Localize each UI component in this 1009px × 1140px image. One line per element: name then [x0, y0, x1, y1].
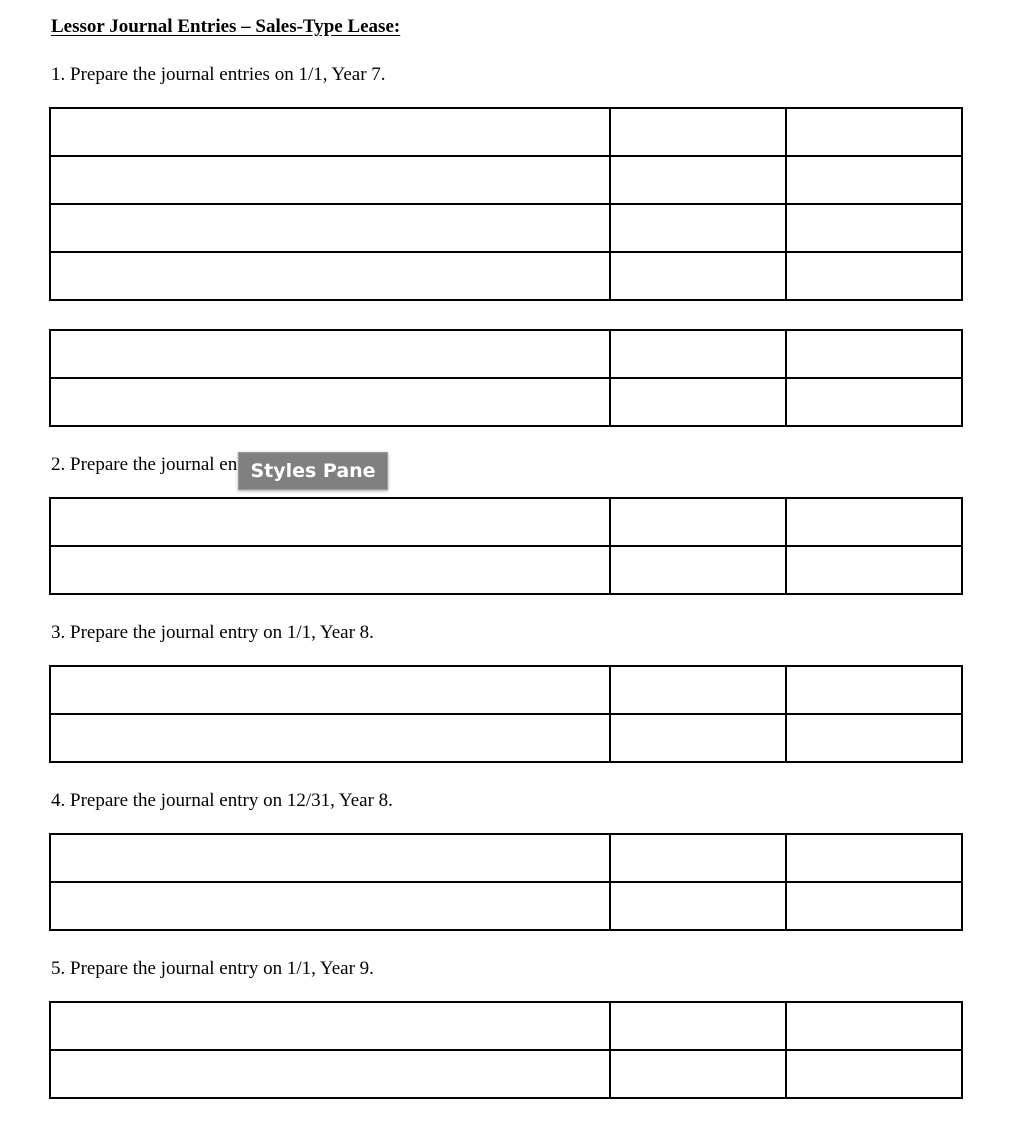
account-cell[interactable]	[50, 882, 610, 930]
table-row	[50, 1002, 962, 1050]
credit-cell[interactable]	[786, 498, 962, 546]
table-row	[50, 714, 962, 762]
question-2-text-start: 2. Prepare the journal en	[51, 454, 238, 475]
table-row	[50, 204, 962, 252]
debit-cell[interactable]	[610, 108, 786, 156]
question-1: 1. Prepare the journal entries on 1/1, Year 7.	[51, 64, 386, 85]
table-row	[50, 108, 962, 156]
credit-cell[interactable]	[786, 714, 962, 762]
styles-pane-tooltip: Styles Pane	[238, 452, 388, 490]
journal-table-3	[49, 665, 963, 763]
credit-cell[interactable]	[786, 1050, 962, 1098]
table-row	[50, 498, 962, 546]
credit-cell[interactable]	[786, 156, 962, 204]
credit-cell[interactable]	[786, 108, 962, 156]
question-5: 5. Prepare the journal entry on 1/1, Year 9.	[51, 958, 374, 979]
account-cell[interactable]	[50, 156, 610, 204]
credit-cell[interactable]	[786, 882, 962, 930]
debit-cell[interactable]	[610, 378, 786, 426]
debit-cell[interactable]	[610, 498, 786, 546]
credit-cell[interactable]	[786, 1002, 962, 1050]
account-cell[interactable]	[50, 330, 610, 378]
table-row	[50, 252, 962, 300]
account-cell[interactable]	[50, 714, 610, 762]
debit-cell[interactable]	[610, 1002, 786, 1050]
debit-cell[interactable]	[610, 252, 786, 300]
table-row	[50, 156, 962, 204]
debit-cell[interactable]	[610, 1050, 786, 1098]
debit-cell[interactable]	[610, 666, 786, 714]
table-row	[50, 666, 962, 714]
account-cell[interactable]	[50, 1002, 610, 1050]
account-cell[interactable]	[50, 108, 610, 156]
account-cell[interactable]	[50, 252, 610, 300]
account-cell[interactable]	[50, 834, 610, 882]
debit-cell[interactable]	[610, 882, 786, 930]
debit-cell[interactable]	[610, 156, 786, 204]
debit-cell[interactable]	[610, 204, 786, 252]
journal-table-1a	[49, 107, 963, 301]
account-cell[interactable]	[50, 666, 610, 714]
debit-cell[interactable]	[610, 330, 786, 378]
debit-cell[interactable]	[610, 714, 786, 762]
question-3: 3. Prepare the journal entry on 1/1, Year 8.	[51, 622, 374, 643]
table-row	[50, 330, 962, 378]
journal-table-1b	[49, 329, 963, 427]
table-row	[50, 546, 962, 594]
document-title: Lessor Journal Entries – Sales-Type Lease:	[51, 16, 401, 37]
credit-cell[interactable]	[786, 330, 962, 378]
table-row	[50, 1050, 962, 1098]
debit-cell[interactable]	[610, 546, 786, 594]
credit-cell[interactable]	[786, 666, 962, 714]
account-cell[interactable]	[50, 546, 610, 594]
table-row	[50, 378, 962, 426]
question-4: 4. Prepare the journal entry on 12/31, Year 8.	[51, 790, 393, 811]
account-cell[interactable]	[50, 498, 610, 546]
table-row	[50, 834, 962, 882]
credit-cell[interactable]	[786, 378, 962, 426]
credit-cell[interactable]	[786, 252, 962, 300]
journal-table-4	[49, 833, 963, 931]
account-cell[interactable]	[50, 204, 610, 252]
account-cell[interactable]	[50, 1050, 610, 1098]
journal-table-2	[49, 497, 963, 595]
account-cell[interactable]	[50, 378, 610, 426]
table-row	[50, 882, 962, 930]
credit-cell[interactable]	[786, 834, 962, 882]
credit-cell[interactable]	[786, 204, 962, 252]
credit-cell[interactable]	[786, 546, 962, 594]
journal-table-5	[49, 1001, 963, 1099]
debit-cell[interactable]	[610, 834, 786, 882]
